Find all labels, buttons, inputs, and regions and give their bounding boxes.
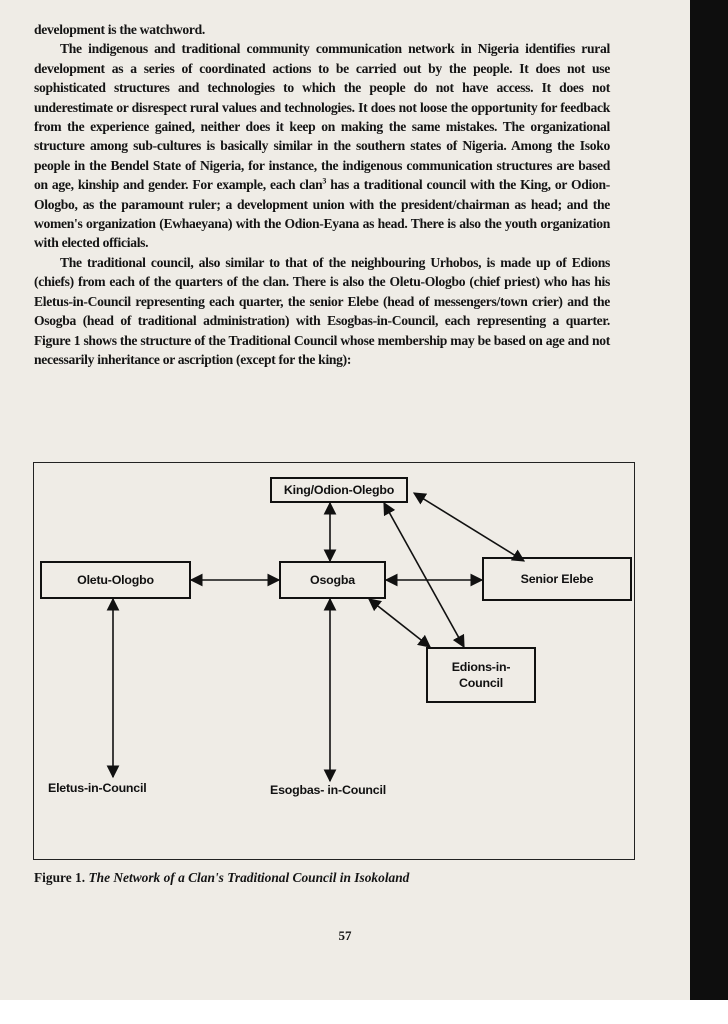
connector-osogba-edions [369,599,430,647]
caption-title: The Network of a Clan's Traditional Council in Isokoland [88,870,410,885]
connector-king-edions [384,503,464,647]
figure-diagram [33,462,635,860]
label-esogbas-in-council: Esogbas- in-Council [270,783,386,797]
paragraph-2 [34,39,610,252]
paragraph-1: development is the watchword. [34,22,206,37]
connector-king-elebe [414,493,524,561]
box-oletu-ologbo: Oletu-Ologbo [40,561,191,599]
label-eletus-in-council: Eletus-in-Council [48,781,147,795]
paragraph-3: The traditional council, also similar to that of the neighbouring Urhobos, is made up of Edions (chiefs) from each of the quarters of the clan. There is also the Oletu-Ologbo (chief priest) who has his Eletus-in-Council representing each quarter, the senior Elebe (head of messengers/town crier) and the Osogba (head of traditional administration) with Esogbas-in-Council, each representing a quarter. Figure 1 shows the structure of the Traditional Council whose membership may be based on age and not necessarily inheritance or ascription (except for the king): [34,254,610,367]
paragraph-2-part-1: The indigenous and traditional community communication network in Nigeria identifies rural development as a series of coordinated actions to be carried out by the people. It does not use sophisticated structures and technologies to which the people do not have access. It does not underestimate or disrespect rural values and technologies. It does not loose the opportunity for feedback from the experience gained, neither does it keep on making the same mistakes. The organizational structure among sub-cultures is basically similar in the southern states of Nigeria. Among the Isoko people in the Bendel State of Nigeria, for instance, the indigenous communication structures are based on age, kinship and gender. For example, each clan [34,41,610,193]
page-number: 57 [338,928,352,943]
scan-margin [0,1000,728,1024]
diagram-connectors [34,463,634,859]
box-edions-in-council: Edions-in-Council [426,647,536,703]
footnote-marker: 3 [322,176,327,186]
book-spine-shadow [690,0,728,1000]
figure-caption [34,870,634,886]
paragraph-2-part-2: has a traditional council with the King, or Odion-Ologbo, as the paramount ruler; a development union with the president/chairman as head; and the women's organization (Ewhaeyana) with the Odion-Eyana as head. There is also the youth organization with elected officials. [34,177,611,251]
body-text [34,20,610,369]
box-senior-elebe: Senior Elebe [482,557,632,601]
caption-label: Figure 1. [34,870,86,885]
box-osogba: Osogba [279,561,386,599]
box-king: King/Odion-Olegbo [270,477,408,503]
